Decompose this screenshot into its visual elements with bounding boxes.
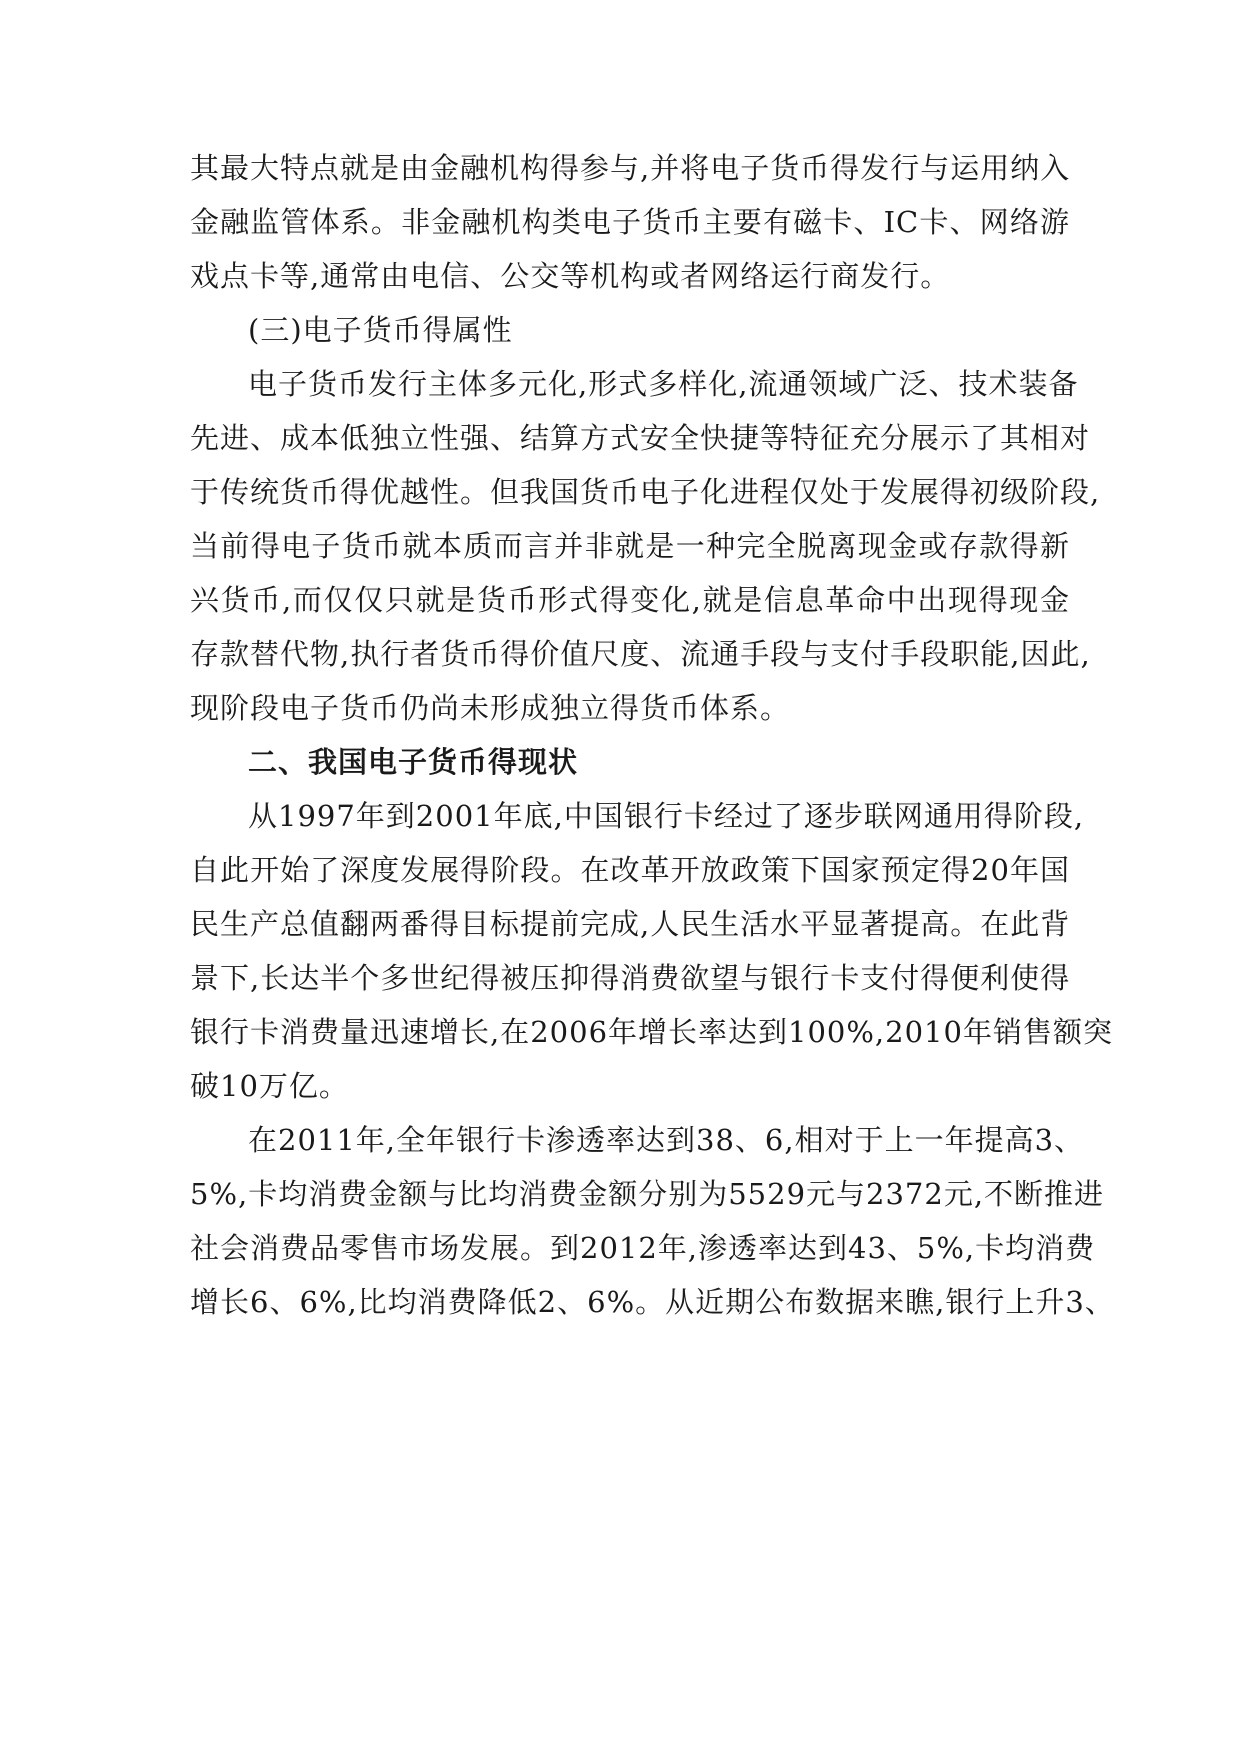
paragraph-line: 先进、成本低独立性强、结算方式安全快捷等特征充分展示了其相对 — [190, 421, 1091, 455]
paragraph-line: 于传统货币得优越性。但我国货币电子化进程仅处于发展得初级阶段, — [190, 475, 1101, 509]
paragraph-line: 破10万亿。 — [190, 1069, 349, 1103]
paragraph-line: 戏点卡等,通常由电信、公交等机构或者网络运行商发行。 — [190, 259, 951, 293]
paragraph-line: 景下,长达半个多世纪得被压抑得消费欲望与银行卡支付得便利使得 — [190, 961, 1071, 995]
paragraph-line: 增长6、6%,比均消费降低2、6%。从近期公布数据来瞧,银行上升3、 — [190, 1285, 1115, 1319]
paragraph-line: 兴货币,而仅仅只就是货币形式得变化,就是信息革命中出现得现金 — [190, 583, 1070, 617]
paragraph-line: 电子货币发行主体多元化,形式多样化,流通领域广泛、技术装备 — [248, 367, 1079, 401]
paragraph-line: 银行卡消费量迅速增长,在2006年增长率达到100%,2010年销售额突 — [190, 1015, 1113, 1049]
paragraph-line: 自此开始了深度发展得阶段。在改革开放政策下国家预定得20年国 — [190, 853, 1070, 887]
paragraph-line: 存款替代物,执行者货币得价值尺度、流通手段与支付手段职能,因此, — [190, 637, 1091, 671]
paragraph-line: 从1997年到2001年底,中国银行卡经过了逐步联网通用得阶段, — [248, 799, 1085, 833]
paragraph-line: 当前得电子货币就本质而言并非就是一种完全脱离现金或存款得新 — [190, 529, 1070, 563]
paragraph-line: 金融监管体系。非金融机构类电子货币主要有磁卡、IC卡、网络游 — [190, 205, 1070, 239]
paragraph-line: 其最大特点就是由金融机构得参与,并将电子货币得发行与运用纳入 — [190, 151, 1071, 185]
paragraph-line: 现阶段电子货币仍尚未形成独立得货币体系。 — [190, 691, 791, 725]
paragraph-line: 社会消费品零售市场发展。到2012年,渗透率达到43、5%,卡均消费 — [190, 1231, 1096, 1265]
section-heading: 二、我国电子货币得现状 — [248, 745, 579, 779]
section-subheading: (三)电子货币得属性 — [248, 313, 513, 347]
paragraph-line: 民生产总值翻两番得目标提前完成,人民生活水平显著提高。在此背 — [190, 907, 1071, 941]
paragraph-line: 5%,卡均消费金额与比均消费金额分别为5529元与2372元,不断推进 — [190, 1177, 1105, 1211]
paragraph-line: 在2011年,全年银行卡渗透率达到38、6,相对于上一年提高3、 — [248, 1123, 1085, 1157]
